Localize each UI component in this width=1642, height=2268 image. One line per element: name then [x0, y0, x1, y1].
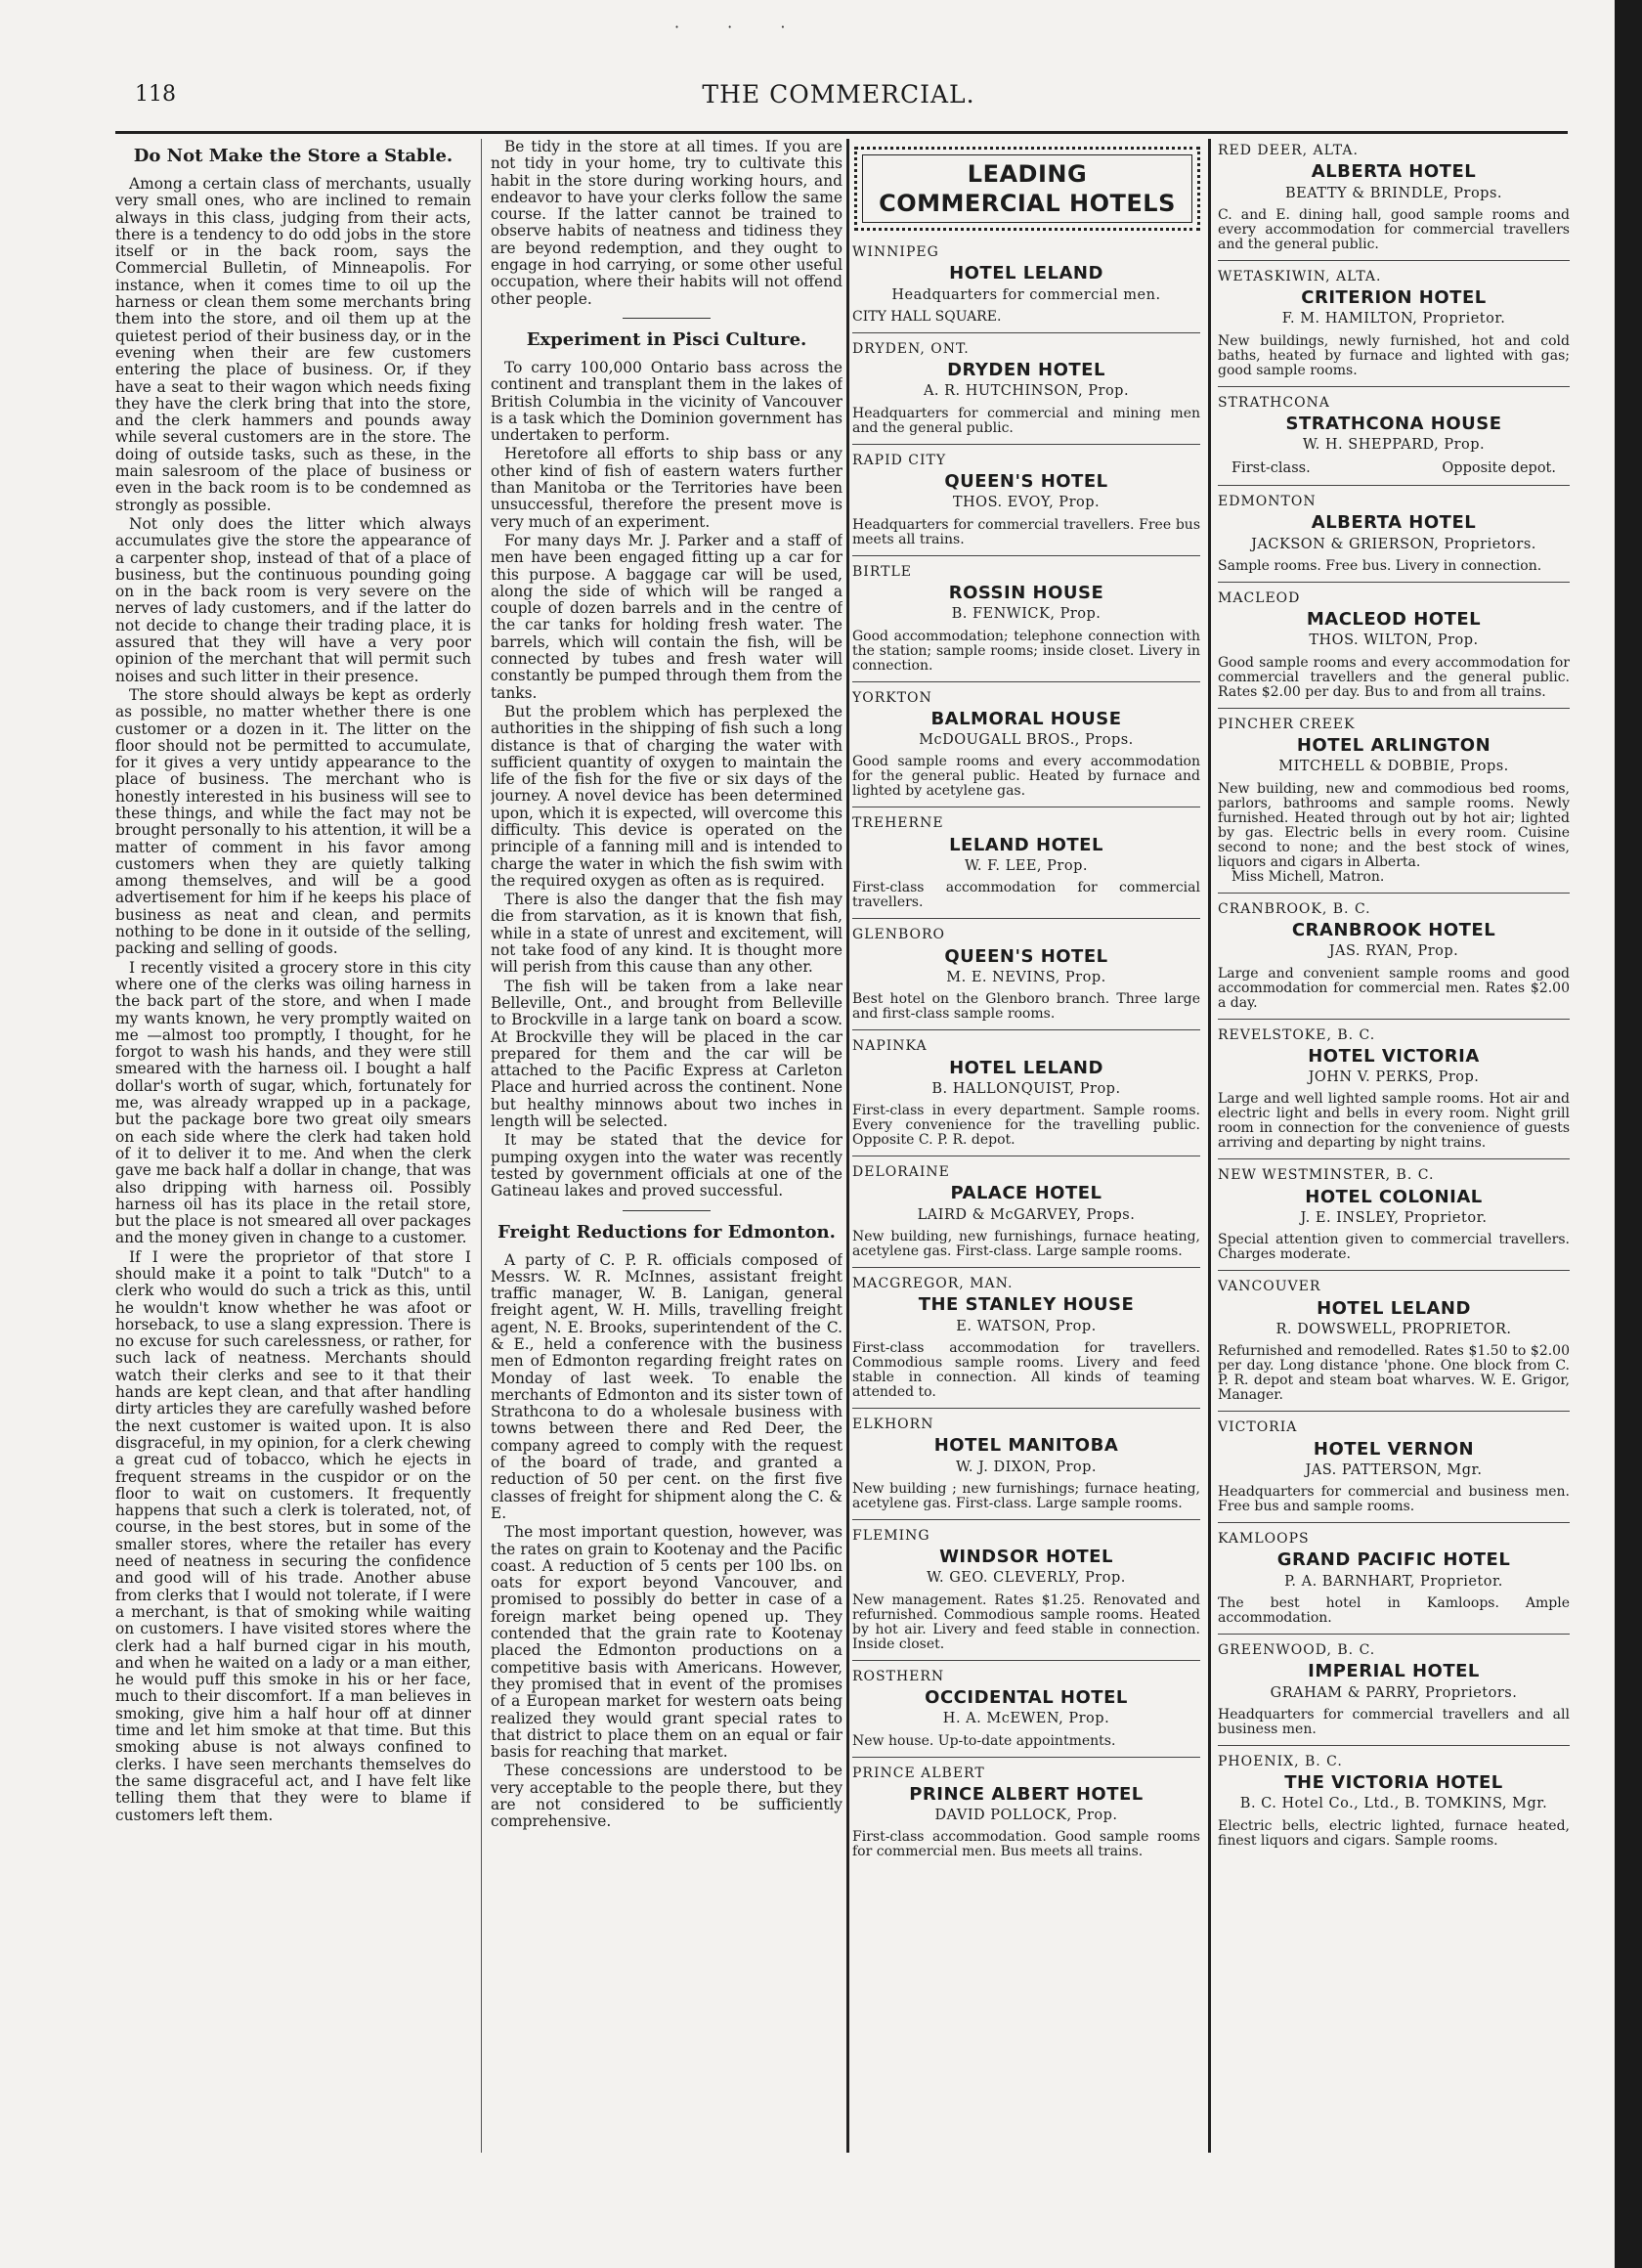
hotel-location: WETASKIWIN, ALTA.	[1218, 268, 1382, 284]
page-number: 118	[135, 82, 176, 107]
hotel-description: Good accommodation; telephone connection with the station; sample rooms; inside closet. Livery in connection.	[852, 628, 1200, 674]
hotel-location: NAPINKA	[852, 1038, 928, 1055]
hotel-name: BALMORAL HOUSE	[930, 708, 1122, 729]
column-divider	[1208, 139, 1211, 2153]
hotel-description: Electric bells, electric lighted, furnace heated, finest liquors and cigars. Sample rooms.	[1218, 1817, 1570, 1849]
hotel-proprietor: W. J. DIXON, Prop.	[955, 1459, 1098, 1475]
hotel-name: HOTEL LELAND	[949, 1057, 1103, 1078]
hotel-proprietor: W. GEO. CLEVERLY, Prop.	[927, 1570, 1126, 1587]
hotel-description: New building ; new furnishings; furnace heating, acetylene gas. First-class. Large sample rooms.	[852, 1480, 1200, 1511]
hotel-location: VANCOUVER	[1218, 1279, 1321, 1295]
hotel-proprietor: R. DOWSWELL, PROPRIETOR.	[1275, 1321, 1512, 1337]
hotel-name: IMPERIAL HOTEL	[1308, 1661, 1480, 1682]
article-paragraph: I recently visited a grocery store in this city where one of the clerks was oiling harness in the back part of the store, and when I made my wants known, he very promptly waited on me —almost too promptly, I thought, for he forgot to wash his hands, and they were still smeared with the harness oil. I bought a half dollar's worth of sugar, which, fortunately for me, was already wrapped up in a package, but the package bore two great oily smears on each side where the clerk had taken hold of it to deliver it to me. And when the clerk gave me back half a dollar in change, that was also dripping with harness oil. Possibly harness oil has its place in the retail store, but the place is not smeared all over packages and the money given in change to a customer.	[115, 958, 471, 1247]
hotel-description: New buildings, newly furnished, hot and cold baths, heated by furnace and lighted with gas; good sample rooms.	[1218, 332, 1570, 378]
hotel-location: PINCHER CREEK	[1218, 716, 1356, 732]
hotel-description: Good sample rooms and every accommodation for the general public. Heated by furnace and lighted by acetylene gas.	[852, 754, 1200, 800]
hotel-proprietor: E. WATSON, Prop.	[956, 1318, 1097, 1334]
hotel-description: Refurnished and remodelled. Rates $1.50 to $2.00 per day. Long distance 'phone. One block from C. P. R. depot and steam boat wharves. W. E. Grigor, Manager.	[1218, 1343, 1570, 1404]
hotel-proprietor: JAS. PATTERSON, Mgr.	[1305, 1461, 1483, 1478]
hotel-name: THE VICTORIA HOTEL	[1284, 1772, 1503, 1794]
hotel-listing	[1218, 139, 1570, 261]
hotel-listing	[852, 1413, 1200, 1520]
hotel-location: YORKTON	[852, 689, 932, 706]
hotel-name: WINDSOR HOTEL	[939, 1547, 1113, 1568]
article-title: Do Not Make the Store a Stable.	[133, 146, 454, 166]
hotel-listing	[1218, 587, 1570, 709]
page-header	[117, 76, 1560, 108]
hotel-listing	[1218, 1275, 1570, 1412]
hotel-description: New management. Rates $1.25. Renovated and refurnished. Commodious sample rooms. Heated by hot air. Livery and feed stable in connection. Inside closet.	[852, 1592, 1200, 1652]
hotel-location: GLENBORO	[852, 927, 945, 943]
hotel-listing	[1218, 897, 1570, 1020]
hotel-location: GREENWOOD, B. C.	[1218, 1641, 1376, 1658]
hotel-description: Headquarters for commercial and mining men and the general public.	[852, 405, 1200, 436]
hotel-name: HOTEL LELAND	[1317, 1297, 1471, 1319]
hotel-listing	[852, 449, 1200, 556]
hotel-description: Large and convenient sample rooms and good accommodation for commercial men. Rates $2.00 a day.	[1218, 965, 1570, 1011]
hotel-location: ROSTHERN	[852, 1668, 945, 1684]
column-divider	[481, 139, 482, 2153]
hotel-name: CRANBROOK HOTEL	[1291, 919, 1496, 940]
hotel-name: QUEEN'S HOTEL	[944, 945, 1108, 967]
hotel-description: New building, new furnishings, furnace heating, acetylene gas. First-class. Large sample rooms.	[852, 1229, 1200, 1260]
hotel-description: Best hotel on the Glenboro branch. Three large and first-class sample rooms.	[852, 991, 1200, 1023]
hotel-description: First-class accommodation. Good sample rooms for commercial men. Bus meets all trains.	[852, 1829, 1200, 1860]
hotel-list	[852, 240, 1200, 1867]
article-paragraph: The fish will be taken from a lake near Belleville, Ont., and brought from Belleville to Brockville in a large tank on board a scow. At Brockville they will be placed in the car prepared for them and the car will be attached to the Pacific Express at Carleton Place and hurried across the continent. None but healthy minnows about two inches in length will be selected.	[491, 977, 843, 1131]
hotel-proprietor: GRAHAM & PARRY, Proprietors.	[1270, 1684, 1518, 1701]
article-paragraph: The store should always be kept as orderly as possible, no matter whether there is one customer or a dozen in it. The litter on the floor should not be permitted to accumulate, for it gives a very untidy appearance to the place of business. The merchant who is honestly interested in his business will see to these things, and while the fact may not be brought personally to his attention, it will be a matter of comment in his favor among customers when they are quietly talking among themselves, and will be a good advertisement for him if he keeps his place of business as neat and clean, and permits nothing to be done in it outside of the selling, packing and selling of goods.	[115, 685, 471, 958]
hotel-proprietor: F. M. HAMILTON, Proprietor.	[1281, 311, 1506, 327]
hotel-listing	[1218, 1163, 1570, 1271]
hotel-description: New building, new and commodious bed rooms, parlors, bathrooms and sample rooms. Newly furnished. Heated through out by hot air; lighted by gas. Electric bells in every room. Cuisine second to none; and the best stock of wines, liquors and cigars in Alberta.	[1218, 780, 1570, 870]
hotel-proprietor: DAVID POLLOCK, Prop.	[934, 1808, 1118, 1824]
hotel-location: ELKHORN	[852, 1416, 934, 1432]
hotel-location: NEW WESTMINSTER, B. C.	[1218, 1167, 1435, 1184]
hotel-proprietor: LAIRD & McGARVEY, Props.	[917, 1206, 1136, 1223]
hotel-location: DELORAINE	[852, 1164, 950, 1181]
hotel-name: OCCIDENTAL HOTEL	[925, 1686, 1128, 1708]
article-paragraph: If I were the proprietor of that store I should make it a point to talk "Dutch" to a clerk who would do such a trick as this, until he wouldn't know whether he was afoot or horseback, to use a slang expression. There is no excuse for such carelessness, or rather, for such lack of neatness. Merchants should watch their clerks and see to it that their hands are kept clean, and that after handling dirty articles they are carefully washed before the next customer is waited upon. It is also disgraceful, in my opinion, for a clerk chewing a great cud of tobacco, which he ejects in frequent streams in the cuspidor or on the floor to wait on customers. It frequently happens that such a clerk is tolerated, not, of course, in the best stores, but in some of the smaller stores, where the retailer has every need of neatness in securing the confidence and good will of his trade. Another abuse from clerks that I would not tolerate, if I were a merchant, is that of smoking while waiting on customers. I have visited stores where the clerk had a half burned cigar in his mouth, and when he waited on a lady or a man either, he would puff this smoke in his or her face, much to their discomfort. If a man believes in smoking, give him a half hour off at dinner time and let him smoke at that time. But this smoking abuse is not always confined to clerks. I have seen merchants themselves do the same disgraceful act, and I have felt like telling them that they were to blame if customers left them.	[115, 1247, 471, 1824]
hotel-listing	[852, 811, 1200, 919]
hotel-listing	[1218, 1527, 1570, 1635]
hotel-location: MACLEOD	[1218, 589, 1301, 606]
article-divider	[623, 318, 711, 319]
hotel-proprietor: JAS. RYAN, Prop.	[1328, 943, 1459, 960]
article-paragraph: There is also the danger that the fish may die from starvation, as it is known that fish, while in a state of unrest and excitement, will not take food of any kind. It is thought more will perish from this cause than any other.	[491, 891, 843, 977]
hotel-name: PRINCE ALBERT HOTEL	[909, 1783, 1144, 1805]
hotel-notes-row	[1218, 460, 1570, 477]
hotel-listing	[1218, 1750, 1570, 1856]
article-paragraph: It may be stated that the device for pumping oxygen into the water was recently tested by government officials at one of the Gatineau lakes and proved successful.	[491, 1131, 843, 1200]
hotel-proprietor: Headquarters for commercial men.	[891, 286, 1161, 303]
hotel-name: CRITERION HOTEL	[1301, 287, 1487, 309]
article-paragraph: Heretofore all efforts to ship bass or any other kind of fish of eastern waters further than Manitoba or the Territories have been unsuccessful, therefore the present move is very much of an experiment.	[491, 445, 843, 531]
hotel-note: Opposite depot.	[1442, 459, 1556, 476]
hotel-proprietor: JOHN V. PERKS, Prop.	[1308, 1069, 1480, 1086]
hotel-description: Special attention given to commercial travellers. Charges moderate.	[1218, 1232, 1570, 1263]
hotel-note: First-class.	[1232, 459, 1311, 476]
hotel-description: CITY HALL SQUARE.	[852, 308, 1002, 325]
hotel-listing	[1218, 1638, 1570, 1746]
hotel-name: LELAND HOTEL	[949, 834, 1103, 855]
column-1	[115, 139, 471, 2153]
hotel-proprietor: M. E. NEVINS, Prop.	[946, 969, 1106, 985]
hotel-listing	[852, 337, 1200, 445]
hotel-proprietor: THOS. WILTON, Prop.	[1309, 632, 1479, 649]
article-title: Experiment in Pisci Culture.	[526, 328, 807, 350]
hotel-description: Headquarters for commercial and business men. Free bus and sample rooms.	[1218, 1484, 1570, 1515]
hotel-proprietor: P. A. BARNHART, Proprietor.	[1284, 1573, 1503, 1590]
hotel-listing	[852, 1524, 1200, 1661]
hotel-description: First-class in every department. Sample rooms. Every convenience for the travelling public. Opposite C. P. R. depot.	[852, 1103, 1200, 1149]
article-paragraph: For many days Mr. J. Parker and a staff of men have been engaged fitting up a car for this purpose. A baggage car will be used, along the side of which will be ranged a couple of dozen barrels and in the centre of the car tanks for holding fresh water. The barrels, which will contain the fish, will be connected by tubes and fresh water will constantly be pumped through them from the tanks.	[491, 531, 843, 702]
scan-edge	[1615, 0, 1642, 2268]
article-title: Freight Reductions for Edmonton.	[497, 1221, 836, 1243]
hotel-description: First-class accommodation for travellers. Commodious sample rooms. Livery and feed stable in connection. All kinds of teaming attended to.	[852, 1339, 1200, 1400]
article-body	[491, 360, 843, 1200]
hotel-listing	[852, 1272, 1200, 1409]
hotel-name: THE STANLEY HOUSE	[918, 1294, 1135, 1316]
hotel-location: VICTORIA	[1218, 1419, 1298, 1436]
hotel-listing	[852, 1034, 1200, 1156]
article-paragraph: Not only does the litter which always accumulates give the store the appearance of a carpenter shop, instead of that of a place of business, but the continuous pounding going on in the back room is very severe on the nerves of lady customers, and if the latter do not decide to change their trading place, it is assured that they will have a very poor opinion of the merchant that will permit such noises and such litter in their presence.	[115, 514, 471, 685]
hotel-listing	[852, 1160, 1200, 1268]
hotel-name: HOTEL MANITOBA	[933, 1435, 1119, 1457]
hotel-proprietor: W. F. LEE, Prop.	[965, 858, 1088, 875]
hotel-location: KAMLOOPS	[1218, 1531, 1310, 1548]
banner-line-1: LEADING	[967, 160, 1088, 188]
hotel-listing	[1218, 713, 1570, 894]
hotel-location: TREHERNE	[852, 815, 944, 832]
hotel-proprietor: B. FENWICK, Prop.	[951, 606, 1102, 623]
article-paragraph: Be tidy in the store at all times. If you are not tidy in your home, try to cultivate this habit in the store during working hours, and endeavor to have your clerks follow the same course. If the latter cannot be trained to observe habits of neatness and tidiness they are beyond redemption, and they ought to engage in hod carrying, or some other useful occupation, where their habits will not offend other people.	[491, 139, 843, 308]
hotel-proprietor: JACKSON & GRIERSON, Proprietors.	[1251, 536, 1536, 552]
hotel-description: The best hotel in Kamloops. Ample accommodation.	[1218, 1594, 1570, 1626]
hotel-name: HOTEL LELAND	[949, 263, 1103, 284]
hotel-location: WINNIPEG	[852, 244, 939, 260]
hotel-description: Good sample rooms and every accommodation for commercial travellers and the general public. Rates $2.00 per day. Bus to and from all trains.	[1218, 654, 1570, 700]
hotel-proprietor: B. HALLONQUIST, Prop.	[931, 1080, 1121, 1097]
hotel-name: ALBERTA HOTEL	[1311, 161, 1477, 183]
hotel-name: HOTEL ARLINGTON	[1296, 735, 1491, 757]
hotel-proprietor: A. R. HUTCHINSON, Prop.	[923, 383, 1130, 400]
hotel-name: GRAND PACIFIC HOTEL	[1276, 1549, 1511, 1571]
hotel-note: Miss Michell, Matron.	[1232, 868, 1385, 885]
hotel-description: C. and E. dining hall, good sample rooms and every accommodation for commercial travellers and the general public.	[1218, 206, 1570, 252]
hotel-location: PRINCE ALBERT	[852, 1765, 985, 1781]
column-3-hotels	[852, 139, 1200, 2153]
hotel-description: Headquarters for commercial travellers and all business men.	[1218, 1706, 1570, 1737]
hotel-description: New house. Up-to-date appointments.	[852, 1732, 1116, 1749]
hotel-listing	[1218, 391, 1570, 486]
hotel-proprietor: J. E. INSLEY, Proprietor.	[1300, 1210, 1488, 1227]
print-marks: · · ·	[674, 18, 807, 36]
hotel-name: MACLEOD HOTEL	[1306, 609, 1482, 631]
article-paragraph: A party of C. P. R. officials composed of Messrs. W. R. McInnes, assistant freight traffic manager, W. B. Lanigan, general freight agent, W. H. Mills, travelling freight agent, N. E. Brooks, superintendent of the C. & E., held a conference with the business men of Edmonton regarding freight rates on Monday of last week. To enable the merchants of Edmonton and its sister town of Strathcona to do a wholesale business with towns between there and Red Deer, the company agreed to comply with the request of the board of trade, and granted a reduction of 50 per cent. on the first five classes of freight for shipment along the C. & E.	[491, 1250, 843, 1522]
hotel-listing	[1218, 490, 1570, 583]
hotel-proprietor: McDOUGALL BROS., Props.	[919, 732, 1134, 749]
hotel-listing	[852, 560, 1200, 682]
hotel-listing	[852, 1665, 1200, 1758]
hotel-location: BIRTLE	[852, 563, 912, 580]
hotel-listing	[1218, 1024, 1570, 1160]
hotel-location: MACGREGOR, MAN.	[852, 1276, 1014, 1292]
article-paragraph: The most important question, however, was the rates on grain to Kootenay and the Pacific coast. A reduction of 5 cents per 100 lbs. on oats for export beyond Vancouver, and promised to possibly do better in case of a foreign market being opened up. They contended that the grain rate to Kootenay placed the Edmonton productions on a competitive basis with Americans. However, they promised that in event of the promises of a European market for western oats being realized they would grant special rates to that district to place them on an equal or fair basis for reaching that market.	[491, 1523, 843, 1762]
hotel-location: FLEMING	[852, 1527, 930, 1544]
column-2	[491, 139, 843, 2153]
hotel-proprietor: B. C. Hotel Co., Ltd., B. TOMKINS, Mgr.	[1239, 1796, 1548, 1812]
hotel-description: Large and well lighted sample rooms. Hot air and electric light and bells in every room. Night grill room in connection for the convenience of guests arriving and departing by night trains.	[1218, 1091, 1570, 1152]
hotel-name: ALBERTA HOTEL	[1311, 512, 1477, 534]
hotel-list	[1218, 139, 1570, 1856]
hotel-name: HOTEL VICTORIA	[1308, 1045, 1480, 1067]
hotel-location: RED DEER, ALTA.	[1218, 143, 1359, 158]
hotel-listing	[1218, 1416, 1570, 1523]
article-paragraph: These concessions are understood to be very acceptable to the people there, but they are not considered to be sufficiently comprehensive.	[491, 1762, 843, 1831]
article-body	[115, 176, 471, 1824]
hotel-name: ROSSIN HOUSE	[948, 582, 1104, 603]
hotel-location: RAPID CITY	[852, 452, 947, 468]
hotel-location: DRYDEN, ONT.	[852, 340, 970, 357]
article-paragraph: Among a certain class of merchants, usually very small ones, who are inclined to remain always in this class, judging from their acts, there is a tendency to do odd jobs in the store itself or in the back room, says the Commercial Bulletin, of Minneapolis. For instance, when it comes time to oil up the harness or clean them some merchants bring them into the store, and oil them up at the quietest period of their business day, or in the evening when their are few customers entering the place of business. Or, if they have a seat to their wagon which needs fixing they have the clerk bring that into the store, and the clerk hammers and pounds away while several customers are in the store. The doing of outside tasks, such as these, in the main salesroom of the place of business or even in the back room is to be condemned as strongly as possible.	[115, 175, 471, 514]
hotel-name: HOTEL COLONIAL	[1305, 1186, 1483, 1207]
hotel-description: First-class accommodation for commercial travellers.	[852, 880, 1200, 911]
hotel-proprietor: MITCHELL & DOBBIE, Props.	[1278, 759, 1509, 775]
column-4-hotels	[1218, 139, 1570, 2153]
hotel-description: Headquarters for commercial travellers. Free bus meets all trains.	[852, 516, 1200, 547]
hotel-location: PHOENIX, B. C.	[1218, 1753, 1343, 1769]
hotel-proprietor: W. H. SHEPPARD, Prop.	[1302, 437, 1486, 454]
hotel-location: CRANBROOK, B. C.	[1218, 900, 1371, 917]
article-divider	[623, 1210, 711, 1211]
running-head: THE COMMERCIAL.	[702, 80, 975, 109]
hotel-location: STRATHCONA	[1218, 394, 1330, 411]
hotel-location: EDMONTON	[1218, 493, 1317, 509]
header-rule	[115, 131, 1568, 134]
article-paragraph: To carry 100,000 Ontario bass across the continent and transplant them in the lakes of British Columbia in the vicinity of Vancouver is a task which the Dominion government has undertaken to perform.	[491, 358, 843, 445]
hotel-name: QUEEN'S HOTEL	[944, 471, 1108, 493]
hotel-proprietor: BEATTY & BRINDLE, Props.	[1284, 185, 1503, 201]
column-divider	[846, 139, 849, 2153]
leading-hotels-banner	[854, 147, 1200, 231]
article-body	[491, 1252, 843, 1831]
hotel-name: DRYDEN HOTEL	[947, 360, 1105, 381]
hotel-listing	[1218, 265, 1570, 387]
banner-line-2: COMMERCIAL HOTELS	[879, 190, 1176, 217]
hotel-listing	[852, 1762, 1200, 1868]
article-paragraph: But the problem which has perplexed the authorities in the shipping of fish such a long distance is that of charging the water with sufficient quantity of oxygen to maintain the life of the fish for the five or six days of the journey. A novel device has been determined upon, which it is expected, will overcome this difficulty. This device is operated on the principle of a fanning mill and is intended to charge the water in which the fish swim with the required oxygen as often as is required.	[491, 702, 843, 890]
hotel-listing	[852, 686, 1200, 808]
hotel-name: PALACE HOTEL	[950, 1183, 1102, 1204]
hotel-proprietor: H. A. McEWEN, Prop.	[942, 1711, 1110, 1727]
hotel-description: Sample rooms. Free bus. Livery in connection.	[1218, 557, 1542, 574]
hotel-name: HOTEL VERNON	[1313, 1438, 1475, 1460]
hotel-location: REVELSTOKE, B. C.	[1218, 1026, 1376, 1043]
hotel-listing	[852, 923, 1200, 1030]
hotel-listing	[852, 240, 1200, 333]
hotel-proprietor: THOS. EVOY, Prop.	[952, 495, 1101, 511]
hotel-name: STRATHCONA HOUSE	[1285, 414, 1502, 435]
